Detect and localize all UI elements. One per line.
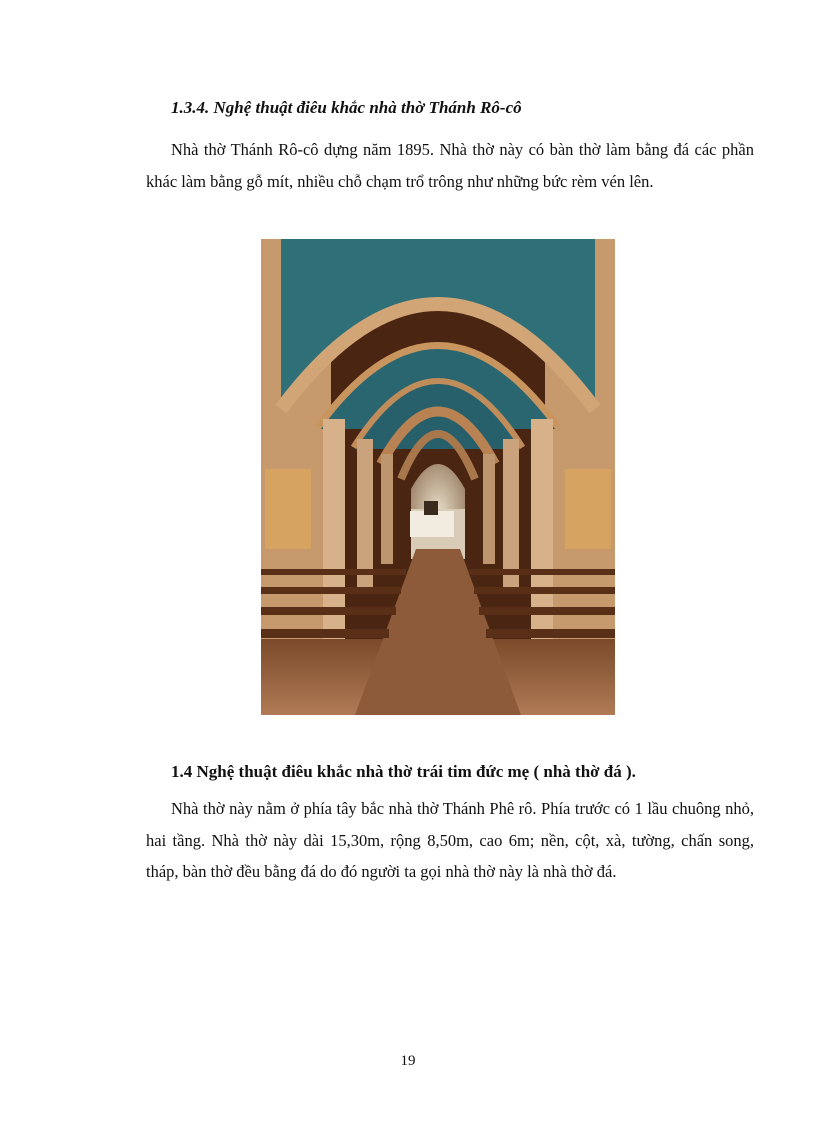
church-interior-photo (261, 239, 615, 715)
section-paragraph-saint-roch: Nhà thờ Thánh Rô-cô dựng năm 1895. Nhà thờ này có bàn thờ làm bằng đá các phần khác làm bằng gỗ mít, nhiều chỗ chạm trổ trông như những bức rèm vén lên. (146, 140, 754, 191)
section-heading-sacred-heart: 1.4 Nghệ thuật điêu khắc nhà thờ trái tim đức mẹ ( nhà thờ đá ). (171, 762, 636, 781)
page-number: 19 (400, 1053, 416, 1069)
section-paragraph-sacred-heart: Nhà thờ này nằm ở phía tây bắc nhà thờ Thánh Phê rô. Phía trước có 1 lầu chuông nhỏ, hai tầng. Nhà thờ này dài 15,30m, rộng 8,50m, cao 6m; nền, cột, xà, tường, chấn song, tháp, bàn thờ đều bằng đá do đó người ta gọi nhà thờ này là nhà thờ đá. (146, 799, 754, 881)
section-heading-saint-roch: 1.3.4. Nghệ thuật điêu khắc nhà thờ Thánh Rô-cô (171, 98, 522, 117)
